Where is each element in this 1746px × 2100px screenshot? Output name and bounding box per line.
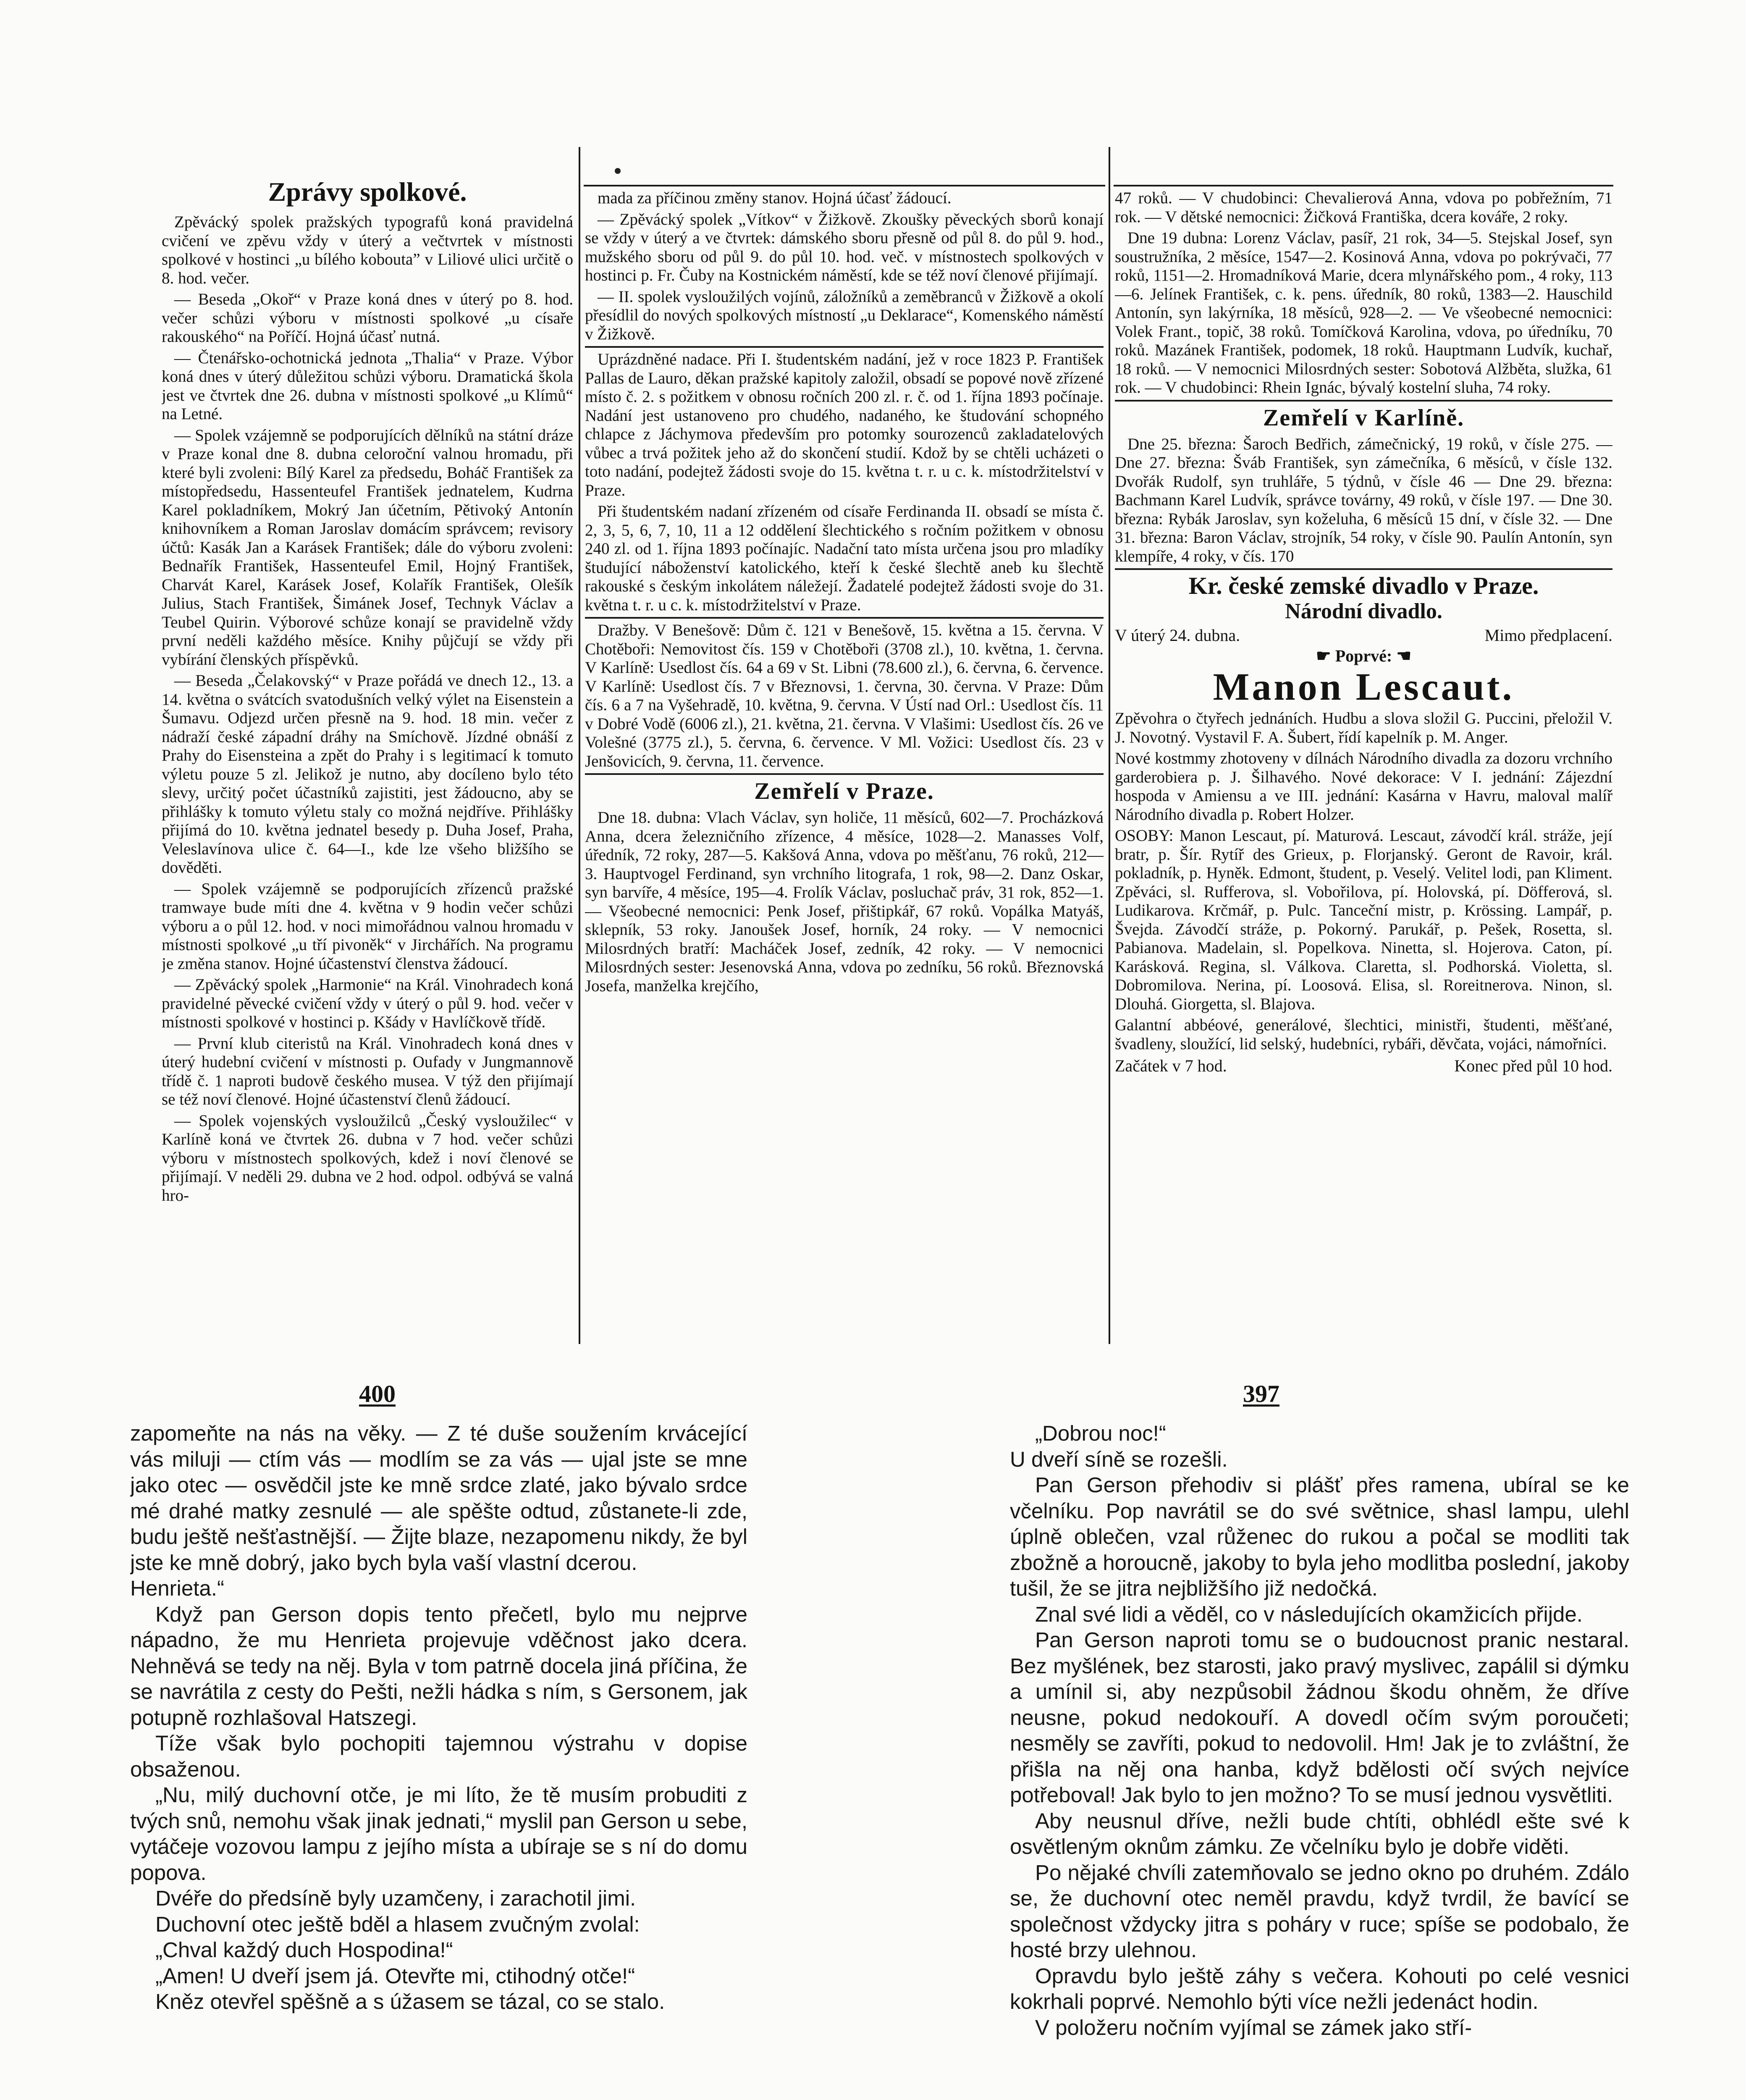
theatre-subscription: Mimo předplacení. [1484, 626, 1612, 645]
news-paragraph: — Čtenářsko-ochotnická jednota „Thalia“ v Praze. Výbor koná dnes v úterý důležitou schůzi výboru. Dramatická škola jest ve čtvrtek dne 26. dubna v místnosti spolkové „u Klímů“ na Letné. [162, 349, 573, 423]
novel-paragraph: „Nu, milý duchovní otče, je mi líto, že tě musím probuditi z tvých snů, nemohu však jinak jednati,“ myslil pan Gerson u sebe, vytáčeje vozovou lampu z jejího místa a ubíraje se s ní do domu popova. [130, 1783, 747, 1885]
play-extras: Galantní abbéové, generálové, šlechtici, ministři, študenti, měšťané, švadleny, sloužící, lid selský, hudebníci, rybáři, děvčata, vojáci, námořníci. [1115, 1016, 1612, 1053]
news-paragraph: — Zpěvácký spolek „Vítkov“ v Žižkově. Zkoušky pěveckých sborů konají se vždy v úterý a ve čtvrtek: dámského sboru přesně od půl 8. do půl 9. hod., mužského sboru od půl 9. do půl 10. hod. več. v místnostech spolkových v hostinci p. Fr. Čuby na Kostnickém náměstí, kde se též noví členové přijímají. [585, 210, 1104, 284]
play-sets: Nové kostmmy zhotoveny v dílnách Národního divadla za dozoru vrchního garderobiera p. J. Šilhavého. Nové dekorace: V I. jednání: Zájezdní hospoda v Amiensu a ve III. jednání: Kasárna v Havru, maloval malíř Národního divadla p. Robert Holzer. [1115, 749, 1612, 824]
news-paragraph: — Spolek vzájemně se podporujících zřízenců pražské tramwaye bude míti dne 4. května v 9 hodin večer schůzi výboru a o půl 12. hod. v noci mimořádnou valnou hromadu v místnosti spolkové „u tří pivoněk“ v Jirchářích. Na programu je změna stanov. Hojné účastenství členstva žádoucí. [162, 879, 573, 973]
column-1 [162, 174, 573, 1344]
news-paragraph: Zpěvácký spolek pražských typografů koná pravidelná cvičení ve zpěvu vždy v úterý a večtvrtek v místnosti spolkové v hostinci „u bílého koboutaˮ v Liliové ulici určitě o 8. hod. večer. [162, 213, 573, 287]
zemreli-continued: 47 roků. — V chudobinci: Chevalierová Anna, vdova po pobřežním, 71 rok. — V dětské nemocnici: Žičková Františka, dcera kováře, 2 roky. [1115, 189, 1612, 226]
news-paragraph: — II. spolek vysloužilých vojínů, záložníků a zeměbranců v Žižkově a okolí přesídlil do nových spolkových místností „u Deklarace“, Komenského náměstí v Žižkově. [585, 287, 1104, 343]
theatre-title: Kr. české zemské divadlo v Praze. [1188, 572, 1539, 599]
zemreli-dne19: Dne 19 dubna: Lorenz Václav, pasíř, 21 rok, 34—5. Stejskal Josef, syn soustružníka, 2 měsíce, 1547—2. Kosinová Anna, vdova po pokrývači, 77 roků, 1151—2. Hromadníková Marie, dcera mlynářského pom., 4 roky, 113—6. Jelínek František, c. k. pens. úředník, 80 roků, 1383—2. Hauschild Antonín, syn lakýrníka, 18 měsíců, 928—2. — Ve všeobecné nemocnici: Volek Frant., topič, 38 roků. Tomíčková Karolina, vdova, po úředníku, 70 roků. Mazánek František, podomek, 18 roků. Hauptmann Ludvík, kuchař, 18 roků. — V nemocnici Milosrdných sester: Sobotová Alžběta, služka, 61 rok. — V chudobinci: Rhein Ignác, bývalý kostelní sluha, 74 roky. [1115, 229, 1612, 396]
novel-paragraph: Duchovní otec ještě bděl a hlasem zvučným zvolal: [155, 1912, 640, 1936]
novel-paragraph: Tíže však bylo pochopiti tajemnou výstrahu v dopise obsaženou. [130, 1731, 747, 1781]
section-rule [1115, 568, 1612, 570]
theatre-date: V úterý 24. dubna. [1115, 626, 1240, 645]
novel-paragraph: V položeru nočním vyjímal se zámek jako stří- [1035, 2015, 1472, 2040]
column-3 [1115, 189, 1612, 1344]
play-cast: OSOBY: Manon Lescaut, pí. Maturová. Lescaut, závodčí král. stráže, její bratr, p. Šír. Rytíř des Grieux, p. Florjanský. Geront de Ravoir, král. pokladník, p. Hyněk. Edmont, študent, p. Veselý. Velitel lodi, pan Kliment. Zpěváci, sl. Rufferova, sl. Vobořilova, pí. Holovská, pí. Döfferová, sl. Ludikarova. Krčmář, p. Pulc. Tanceční mistr, p. Krössing. Lampář, p. Švejda. Závodčí stráže, p. Pokorný. Parukář, p. Pešek, Rosetta, sl. Pabianova. Madelain, sl. Popelkova. Ninetta, sl. Hojerova. Caton, pí. Karásková. Regina, sl. Válkova. Claretta, sl. Podhorská. Violetta, sl. Dobromilova. Nerina, pí. Loosová. Elisa, sl. Roreitnerova. Ninon, sl. Dlouhá. Giorgetta, sl. Blajova. [1115, 827, 1612, 1013]
pointing-hand-icon: ☛ [1316, 646, 1331, 665]
novel-paragraph: Pan Gerson přehodiv si plášť přes ramena, ubíral se ke včelníku. Pop navrátil se do své světnice, shasl lampu, ulehl úplně oblečen, vzal růženec do rukou a počal se modliti tak zbožně a horoucně, jakoby to byla jeho modlitba poslední, jakoby tušil, že se jitra nejbližšího již nedočká. [1010, 1473, 1629, 1600]
theatre-subtitle: Národní divadlo. [1285, 599, 1442, 623]
novel-paragraph: Opravdu bylo ještě záhy s večera. Kohouti po celé vesnici kokrhali poprvé. Nemohlo býti více nežli jedenáct hodin. [1010, 1964, 1629, 2013]
novel-paragraph: Znal své lidi a věděl, co v následujících okamžicích přijde. [1035, 1602, 1583, 1626]
top-rule-col3 [1114, 185, 1613, 186]
premiere-label: Poprvé: [1335, 646, 1392, 665]
news-paragraph: — Beseda „Čelakovský“ v Praze pořádá ve dnech 12., 13. a 14. května o svátcích svatodušních velký výlet na Eisenstein a Šumavu. Odjezd určen přesně na 9. hod. 18 min. večer z nádraží české západní dráhy na Smíchově. Jízdné obnáší z Prahy do Eisensteina a zpět do Prahy i s legitimací k tomuto výletu pouze 5 zl. Jelikož je nutno, aby docíleno bylo této slevy, určitý počet účastníků zajistiti, jest žádoucno, aby se přihlášky k tomuto výletu staly co možná nejdříve. Přihlášky přijímá do 10. května jednatel besedy p. Duha Josef, Praha, Veleslavínova ulice č. 64—I., kde lze všeho bližšího se dověděti. [162, 672, 573, 877]
page-number-left: 400 [359, 1380, 396, 1407]
premiere-line [1115, 646, 1612, 667]
novel-paragraph: Kněz otevřel spěšně a s úžasem se tázal, co se stalo. [155, 1990, 665, 2013]
news-paragraph: — Beseda „Okoř“ v Praze koná dnes v úterý po 8. hod. večer schůzi výboru v místnosti spolkové „u císaře rakouského“ na Poříčí. Hojná účasť nutná. [162, 290, 573, 346]
novel-paragraph: „Amen! U dveří jsem já. Otevřte mi, ctihodný otče!“ [155, 1964, 635, 1988]
letter-signature: Henrieta.“ [130, 1576, 224, 1600]
novel-paragraph: „Dobrou noc!“ [1035, 1421, 1166, 1445]
news-paragraph: — Spolek vojenských vysloužilců „Český vysloužilec“ v Karlíně koná ve čtvrtek 26. dubna v 7 hod. večer schůzi výboru v místnostech spolkových, kdež i noví členové se přijímají. V neděli 29. dubna ve 2 hod. odpol. odbývá se valná hro- [162, 1111, 573, 1205]
novel-paragraph: Dvéře do předsíně byly uzamčeny, i zarachotil jimi. [155, 1886, 636, 1910]
novel-paragraph: Když pan Gerson dopis tento přečetl, bylo mu nejprve nápadno, že mu Henrieta projevuje vděčnost jako dcera. Nehněvá se tedy na něj. Byla v tom patrně docela jiná příčina, že se navrátila z cesty do Pešti, nežli hádka s ním, s Gersonem, jak potupně rozhlašoval Hatszegi. [130, 1602, 747, 1730]
novel-paragraph: „Chval každý duch Hospodina!“ [155, 1938, 453, 1962]
novel-paragraph: Aby neusnul dříve, nežli bude chtíti, obhlédl ešte své k osvětleným oknům zámku. Ze včelníku bylo je dobře viděti. [1010, 1809, 1629, 1858]
column-divider-2 [1109, 147, 1110, 1344]
column-2 [585, 189, 1104, 1344]
section-heading-spolkove: Zprávy spolkové. [268, 177, 467, 207]
drazby-paragraph: Dražby. V Benešově: Dům č. 121 v Benešově, 15. května a 15. června. V Chotěboři: Nemovitost čís. 159 v Chotěboři (3708 zl.), 10. května, 1. června. V Karlíně: Usedlost čís. 64 a 69 v St. Libni (78.600 zl.), 6. června, 6. července. V Karlíně: Usedlost čís. 7 v Březnovsi, 1. června, 30. června. V Praze: Dům čís. 6 a 7 na Vyšehradě, 10. května, 9. června. V Ústí nad Orl.: Usedlost čís. 11 v Dobré Vodě (6006 zl.), 21. května, 21. června. V Vlašimi: Usedlost čís. 26 ve Volešné (3775 zl.), 5. června, 6. července. V Ml. Vožici: Usedlost čís. 23 v Jenšovicích, 9. června, 11. července. [585, 621, 1104, 770]
novel-paragraph: zapomeňte na nás na věky. — Z té duše soužením krvácející vás miluji — ctím vás — modlím se za vás — ujal jste se mne jako otec — osvědčil jste ke mně srdce zlaté, jako bývalo srdce mé drahé matky zesnulé — ale spěšte odtud, zůstanete-li zde, budu ještě nešťastnější. — Žijte blaze, nezapomenu nikdy, že byl jste ke mně dobrý, jako bych byla vaší vlastní dcerou. [130, 1421, 747, 1575]
nadace-paragraph: Uprázdněné nadace. Při I. študentském nadání, jež v roce 1823 P. František Pallas de Lauro, děkan pražské kapitoly založil, obsadí se popové nově zřízené místo č. 2. s požitkem v obnosu ročních 200 zl. r. č. od 1. října 1893 počínaje. Nadání jest ustanoveno pro chudého, nadaného, ke študování schopného chlapce z Jáchymova především pro potomky sourozenců zakladatelových vůbec a trvá požitek jeho až do skončení studií. Kdož by se chtěli ucházeti o toto nadání, podejtež žádosti svoje do 15. května t. r. u c. k. místodržitelství v Praze. [585, 350, 1104, 499]
play-start: Začátek v 7 hod. [1115, 1056, 1227, 1075]
novel-right-column [1010, 1420, 1629, 2100]
section-heading-zemreli-karlin: Zemřelí v Karlíně. [1263, 404, 1465, 431]
novel-paragraph: U dveří síně se rozešli. [1010, 1447, 1228, 1471]
section-rule [585, 617, 1104, 619]
novel-paragraph: Pan Gerson naproti tomu se o budoucnost pranic nestaral. Bez myšlének, bez starosti, jako pravý myslivec, zapálil si dýmku a umínil si, aby nezpůsobil žádnou škodu ohněm, že dříve neusne, pokud nedokouří. A dovedl očím svým poroučeti; nesměly se zavříti, pokud to nedovolil. Hm! Jak je to zvláštní, že přišla na něj ona hanba, když bdělosti očí svých nejvíce potřeboval! Jak bylo to jen možno? To se musí jednou vysvětliti. [1010, 1628, 1629, 1807]
play-end: Konec před půl 10 hod. [1454, 1056, 1612, 1075]
pointing-hand-left-icon: ☚ [1396, 646, 1412, 665]
news-paragraph: — Zpěvácký spolek „Harmonie“ na Král. Vinohradech koná pravidelné pěvecké cvičení vždy v úterý o půl 9. hod. večer v místnosti spolkové v hostinci p. Kšády v Havlíčkově třídě. [162, 976, 573, 1031]
top-rule-col2 [584, 185, 1105, 186]
play-title: Manon Lescaut. [1213, 665, 1515, 708]
page-number-right: 397 [1243, 1380, 1279, 1407]
zemreli-paragraph: Dne 18. dubna: Vlach Václav, syn holiče, 11 měsíců, 602—7. Procházková Anna, dcera železničního zřízence, 4 měsíce, 1028—2. Manasses Volf, úředník, 72 roky, 287—5. Kakšová Anna, vdova po měšťanu, 76 roků, 212—3. Hauptvogel Ferdinand, syn vrchního litografa, 1 rok, 98—2. Danz Oskar, syn barvíře, 4 měsíce, 195—4. Frolík Václav, posluchač práv, 31 rok, 852—1. — Všeobecné nemocnici: Penk Josef, přištipkář, 67 roků. Vopálka Matyáš, sklepník, 53 roky. Janoušek Josef, horník, 24 roky. — V nemocnici Milosrdných bratří: Macháček Josef, zedník, 42 roky. — V nemocnici Milosrdných sester: Jesenovská Anna, vdova po zedníku, 56 roků. Březnovská Josefa, manželka krejčího, [585, 808, 1104, 995]
nadace-paragraph-2: Při študentském nadaní zřízeném od císaře Ferdinanda II. obsadí se místa č. 2, 3, 5, 6, 7, 10, 11 a 12 oddělení šlechtického s ročním požitkem v obnosu 240 zl. od 1. října 1893 počínajíc. Nadační tato místa určena jsou pro mladíky študující náboženství katolického, kteří k české šlechtě aneb ku šlechtě rakouské s českým inkolátem náležejí. Žadatelé podejtež žádosti svoje do 31. května t. r. u c. k. místodržitelství v Praze. [585, 502, 1104, 614]
novel-left-column [130, 1420, 747, 2100]
ornament-dot [615, 168, 621, 174]
section-rule [1115, 400, 1612, 402]
news-paragraph: mada za příčinou změny stanov. Hojná účasť žádoucí. [598, 189, 952, 207]
news-paragraph: — Spolek vzájemně se podporujících dělníků na státní dráze v Praze konal dne 8. dubna celoroční valnou hromadu, při které byli zvoleni: Bílý Karel za předsedu, Boháč František za místopředsedu, Hassenteufel František jednatelem, Kudrna Karel pokladníkem, Mokrý Jan účetním, Pětivoký Antonín knihovníkem a Roman Jaroslav domácím správcem; revisory účtů: Kasák Jan a Karásek František; dále do výboru zvoleni: Bednařík František, Hassenteufel Emil, Hojný František, Charvát Karel, Karásek Josef, Kolařík František, Olešík Julius, Stach František, Šimánek Josef, Technyk Václav a Teubel Quirin. Výborové schůze konají se pravidelně vždy první neděli každého měsíce. Knihy půjčují se vždy při vybírání členských příspěvků. [162, 426, 573, 669]
section-rule [585, 773, 1104, 775]
column-divider-1 [579, 147, 580, 1344]
play-time-row [1115, 1056, 1612, 1076]
play-description: Zpěvohra o čtyřech jednáních. Hudbu a slova složil G. Puccini, přeložil V. J. Novotný. Vystavil F. A. Šubert, řídí kapelník p. M. Anger. [1115, 709, 1612, 746]
news-paragraph: — První klub citeristů na Král. Vinohradech koná dnes v úterý hudební cvičení v místnosti p. Oufady v Jungmannově třídě č. 1 naproti budově českého musea. V týž den přijímají se též noví členové. Hojné účastenství členů žádoucí. [162, 1034, 573, 1108]
section-rule [585, 346, 1104, 348]
theatre-date-row [1115, 625, 1612, 646]
zemreli-karlin-paragraph: Dne 25. března: Šaroch Bedřich, zámečnický, 19 roků, v čísle 275. — Dne 27. března: Šváb František, syn zámečníka, 6 měsíců, v čísle 132. Dvořák Rudolf, syn truhláře, 5 týdnů, v čísle 46 — Dne 29. března: Bachmann Karel Ludvík, správce továrny, 49 roků, v čísle 197. — Dne 30. března: Rybák Jaroslav, syn koželuha, 6 měsíců 15 dní, v čísle 32. — Dne 31. března: Baron Václav, strojník, 54 roky, v čísle 90. Paulín Antonín, syn klempíře, 4 roky, v čís. 170 [1115, 435, 1612, 565]
novel-paragraph: Po nějaké chvíli zatemňovalo se jedno okno po druhém. Zdálo se, že duchovní otec neměl pravdu, když tvrdil, že bavící se společnost vždycky jitra s poháry v ruce; spíše se podobalo, že hosté brzy ulehnou. [1010, 1860, 1629, 1962]
section-heading-zemreli-praha: Zemřelí v Praze. [754, 778, 934, 804]
